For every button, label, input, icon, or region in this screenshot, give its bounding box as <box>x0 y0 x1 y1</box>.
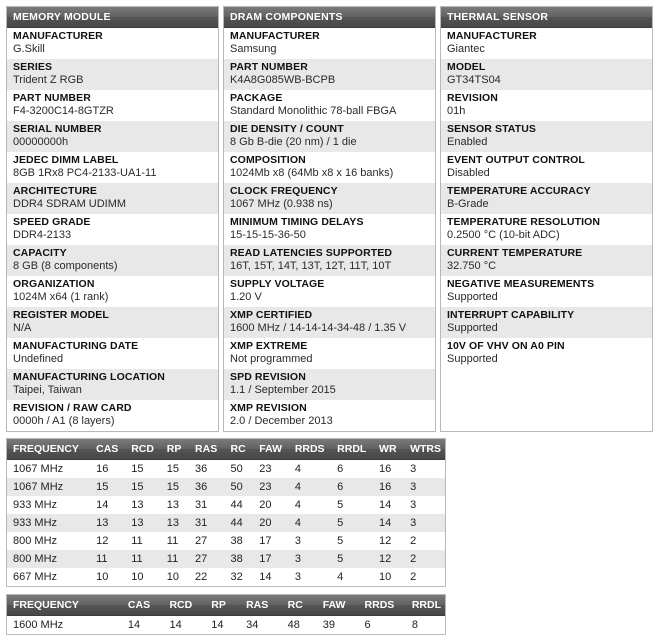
field-label: NEGATIVE MEASUREMENTS <box>447 278 595 290</box>
col-wtrs: WTRS <box>404 439 445 460</box>
field-label: SERIES <box>13 61 53 73</box>
cell-wr: 14 <box>379 499 392 511</box>
field-value: 1067 MHz (0.938 ns) <box>230 198 333 210</box>
col-rrds: RRDS <box>359 595 406 616</box>
field-label: XMP CERTIFIED <box>230 309 313 321</box>
field-label: JEDEC DIMM LABEL <box>13 154 119 166</box>
field-value: Supported <box>447 291 498 303</box>
col-cas: CAS <box>90 439 125 460</box>
field-row <box>7 400 218 431</box>
field-value: Taipei, Taiwan <box>13 384 82 396</box>
table-row <box>7 532 445 550</box>
cell-rrdl: 6 <box>337 463 344 475</box>
table-row <box>7 550 445 568</box>
field-label: MANUFACTURING DATE <box>13 340 139 352</box>
field-row <box>224 369 435 400</box>
cell-rcd: 13 <box>125 514 161 532</box>
panel-dram-components <box>223 6 436 432</box>
field-label: MINIMUM TIMING DELAYS <box>230 216 364 228</box>
field-label: COMPOSITION <box>230 154 306 166</box>
field-label: INTERRUPT CAPABILITY <box>447 309 575 321</box>
field-value: DDR4 SDRAM UDIMM <box>13 198 127 210</box>
field-row <box>7 183 218 214</box>
field-row <box>441 307 652 338</box>
cell-rp: 13 <box>161 514 189 532</box>
cell-frequency: 667 MHz <box>13 571 58 583</box>
field-row <box>224 152 435 183</box>
col-rp: RP <box>205 595 240 616</box>
field-value: 8 Gb B-die (20 nm) / 1 die <box>230 136 357 148</box>
cell-rp: 10 <box>166 571 180 583</box>
field-value: 01h <box>447 105 466 117</box>
cell-cas: 13 <box>90 514 125 532</box>
col-frequency: FREQUENCY <box>7 595 122 616</box>
cell-rc: 48 <box>287 619 300 631</box>
panel-body-thermal-sensor <box>441 28 652 369</box>
field-label: TEMPERATURE ACCURACY <box>447 185 591 197</box>
field-row <box>441 152 652 183</box>
field-row <box>224 245 435 276</box>
cell-ras: 34 <box>246 619 259 631</box>
col-frequency: FREQUENCY <box>7 439 90 460</box>
field-row <box>441 276 652 307</box>
panel-memory-module <box>6 6 219 432</box>
field-row <box>7 307 218 338</box>
cell-cas: 12 <box>96 535 109 547</box>
jedec-timings-table <box>6 438 446 587</box>
cell-wtrs: 2 <box>404 550 445 568</box>
field-value: Samsung <box>230 43 277 55</box>
cell-frequency: 933 MHz <box>13 499 58 511</box>
field-row <box>7 276 218 307</box>
col-rc: RC <box>282 595 317 616</box>
jedec-table <box>7 439 445 586</box>
field-value: Not programmed <box>230 353 313 365</box>
field-row <box>441 90 652 121</box>
cell-rrds: 6 <box>364 619 371 631</box>
table-row <box>7 616 445 635</box>
cell-rrds: 4 <box>289 478 331 496</box>
field-label: REGISTER MODEL <box>13 309 109 321</box>
cell-rrdl: 5 <box>337 499 344 511</box>
field-value: Supported <box>447 353 498 365</box>
field-row <box>7 245 218 276</box>
cell-ras: 27 <box>195 535 208 547</box>
xmp-table-body <box>7 616 445 635</box>
field-row <box>7 90 218 121</box>
cell-frequency: 1600 MHz <box>13 619 64 631</box>
field-label: SENSOR STATUS <box>447 123 537 135</box>
field-label: SUPPLY VOLTAGE <box>230 278 325 290</box>
jedec-table-body <box>7 460 445 587</box>
field-label: MANUFACTURER <box>230 30 320 42</box>
field-value: 8GB 1Rx8 PC4-2133-UA1-11 <box>13 167 157 179</box>
cell-wtrs: 3 <box>410 499 417 511</box>
field-value: 1600 MHz / 14-14-14-34-48 / 1.35 V <box>230 322 407 334</box>
cell-wtrs: 2 <box>410 571 417 583</box>
col-rp: RP <box>161 439 189 460</box>
jedec-table-head <box>7 439 445 460</box>
panel-title-memory-module: MEMORY MODULE <box>7 7 218 28</box>
field-value: Disabled <box>447 167 490 179</box>
field-row <box>441 214 652 245</box>
cell-cas: 10 <box>96 571 109 583</box>
field-label: PART NUMBER <box>230 61 308 73</box>
field-label: XMP EXTREME <box>230 340 308 352</box>
cell-wtrs: 2 <box>410 535 417 547</box>
cell-rrdl: 6 <box>331 478 373 496</box>
cell-ras: 36 <box>189 478 225 496</box>
panels-row <box>6 6 653 432</box>
cell-cas: 16 <box>96 463 109 475</box>
xmp-timings-table <box>6 594 446 635</box>
field-row <box>441 183 652 214</box>
cell-faw: 20 <box>259 499 272 511</box>
field-value: N/A <box>13 322 32 334</box>
xmp-table-head <box>7 595 445 616</box>
cell-rp: 13 <box>166 499 180 511</box>
cell-rp: 15 <box>166 463 180 475</box>
cell-cas: 14 <box>96 499 109 511</box>
cell-rc: 50 <box>225 478 254 496</box>
cell-faw: 14 <box>259 571 272 583</box>
field-label: ORGANIZATION <box>13 278 95 290</box>
panel-body-dram-components <box>224 28 435 431</box>
field-label: SPEED GRADE <box>13 216 91 228</box>
cell-faw: 20 <box>253 514 289 532</box>
col-ras: RAS <box>240 595 282 616</box>
xmp-table <box>7 595 445 634</box>
field-value: 0.2500 °C (10-bit ADC) <box>447 229 560 241</box>
cell-ras: 31 <box>195 499 208 511</box>
field-value: 16T, 15T, 14T, 13T, 12T, 11T, 10T <box>230 260 392 272</box>
table-header-row <box>7 439 445 460</box>
cell-ras: 27 <box>189 550 225 568</box>
field-value: DDR4-2133 <box>13 229 72 241</box>
col-cas: CAS <box>122 595 164 616</box>
field-row <box>7 28 218 59</box>
cell-faw: 17 <box>253 550 289 568</box>
cell-rrdl: 5 <box>331 550 373 568</box>
field-value: 1024M x64 (1 rank) <box>13 291 109 303</box>
field-value: G.Skill <box>13 43 45 55</box>
field-label: MANUFACTURING LOCATION <box>13 371 165 383</box>
field-label: CURRENT TEMPERATURE <box>447 247 583 259</box>
field-value: 0000h / A1 (8 layers) <box>13 415 115 427</box>
cell-rrds: 4 <box>294 499 301 511</box>
field-row <box>224 400 435 431</box>
cell-rcd: 10 <box>131 571 144 583</box>
field-row <box>7 59 218 90</box>
cell-rp: 15 <box>161 478 189 496</box>
cell-wr: 10 <box>379 571 392 583</box>
cell-rcd: 15 <box>125 478 161 496</box>
field-value: F4-3200C14-8GTZR <box>13 105 114 117</box>
field-value: B-Grade <box>447 198 489 210</box>
field-label: MANUFACTURER <box>13 30 103 42</box>
field-label: EVENT OUTPUT CONTROL <box>447 154 585 166</box>
table-row <box>7 568 445 586</box>
field-row <box>7 152 218 183</box>
field-row <box>224 121 435 152</box>
field-value: 2.0 / December 2013 <box>230 415 333 427</box>
table-row <box>7 514 445 532</box>
cell-faw: 23 <box>253 478 289 496</box>
cell-frequency: 800 MHz <box>7 550 90 568</box>
cell-rcd: 13 <box>131 499 144 511</box>
table-header-row <box>7 595 445 616</box>
cell-frequency: 800 MHz <box>13 535 58 547</box>
cell-rc: 44 <box>230 499 243 511</box>
cell-rrdl: 4 <box>337 571 344 583</box>
field-value: Supported <box>447 322 498 334</box>
cell-rcd: 15 <box>131 463 144 475</box>
cell-ras: 31 <box>189 514 225 532</box>
cell-rc: 44 <box>225 514 254 532</box>
cell-rc: 38 <box>230 535 243 547</box>
cell-wr: 12 <box>379 535 392 547</box>
col-wr: WR <box>373 439 404 460</box>
cell-rc: 32 <box>230 571 243 583</box>
cell-wtrs: 3 <box>404 514 445 532</box>
cell-rrds: 3 <box>294 571 301 583</box>
field-row <box>224 338 435 369</box>
field-label: CLOCK FREQUENCY <box>230 185 338 197</box>
field-label: CAPACITY <box>13 247 67 259</box>
col-rrdl: RRDL <box>331 439 373 460</box>
cell-frequency: 1067 MHz <box>7 478 90 496</box>
field-value: 15-15-15-36-50 <box>230 229 306 241</box>
field-value: 8 GB (8 components) <box>13 260 118 272</box>
field-label: DIE DENSITY / COUNT <box>230 123 344 135</box>
field-label: MODEL <box>447 61 486 73</box>
cell-rp: 14 <box>211 619 224 631</box>
col-faw: FAW <box>253 439 289 460</box>
field-value: 1024Mb x8 (64Mb x8 x 16 banks) <box>230 167 394 179</box>
field-row <box>224 90 435 121</box>
cell-rrds: 3 <box>289 550 331 568</box>
field-row <box>224 59 435 90</box>
field-row <box>7 214 218 245</box>
panel-title-thermal-sensor: THERMAL SENSOR <box>441 7 652 28</box>
field-label: REVISION <box>447 92 498 104</box>
cell-cas: 11 <box>90 550 125 568</box>
cell-faw: 23 <box>259 463 272 475</box>
field-row <box>7 369 218 400</box>
field-label: 10V OF VHV ON A0 PIN <box>447 340 565 352</box>
cell-rc: 38 <box>225 550 254 568</box>
field-label: ARCHITECTURE <box>13 185 98 197</box>
field-label: PART NUMBER <box>13 92 91 104</box>
table-row <box>7 460 445 479</box>
cell-rcd: 14 <box>169 619 182 631</box>
field-value: Giantec <box>447 43 485 55</box>
cell-frequency: 1067 MHz <box>13 463 64 475</box>
col-ras: RAS <box>189 439 225 460</box>
col-rc: RC <box>225 439 254 460</box>
cell-cas: 14 <box>127 619 141 631</box>
field-value: Standard Monolithic 78-ball FBGA <box>230 105 397 117</box>
cell-wr: 12 <box>373 550 404 568</box>
field-label: PACKAGE <box>230 92 283 104</box>
col-rrds: RRDS <box>289 439 331 460</box>
cell-frequency: 933 MHz <box>7 514 90 532</box>
cell-faw: 17 <box>259 535 272 547</box>
field-row <box>441 28 652 59</box>
field-value: 1.20 V <box>230 291 262 303</box>
field-row <box>224 183 435 214</box>
cell-wtrs: 3 <box>410 463 417 475</box>
field-value: 32.750 °C <box>447 260 497 272</box>
field-value: Trident Z RGB <box>13 74 84 86</box>
table-row <box>7 478 445 496</box>
col-rcd: RCD <box>125 439 161 460</box>
cell-faw: 39 <box>322 619 335 631</box>
field-value: Enabled <box>447 136 488 148</box>
col-rcd: RCD <box>163 595 205 616</box>
field-row <box>441 59 652 90</box>
field-value: 1.1 / September 2015 <box>230 384 336 396</box>
cell-rrdl: 5 <box>337 535 344 547</box>
field-row <box>441 338 652 369</box>
field-label: MANUFACTURER <box>447 30 537 42</box>
panel-thermal-sensor <box>440 6 653 432</box>
field-row <box>7 121 218 152</box>
field-label: REVISION / RAW CARD <box>13 402 132 414</box>
cell-wr: 16 <box>379 463 392 475</box>
col-faw: FAW <box>317 595 359 616</box>
field-label: READ LATENCIES SUPPORTED <box>230 247 393 259</box>
field-label: SPD REVISION <box>230 371 306 383</box>
cell-wr: 16 <box>373 478 404 496</box>
cell-rcd: 11 <box>131 535 143 547</box>
field-row <box>7 338 218 369</box>
cell-wtrs: 3 <box>404 478 445 496</box>
field-value: 00000000h <box>13 136 69 148</box>
panel-title-dram-components: DRAM COMPONENTS <box>224 7 435 28</box>
table-row <box>7 496 445 514</box>
field-label: SERIAL NUMBER <box>13 123 102 135</box>
cell-rrdl: 5 <box>331 514 373 532</box>
field-row <box>224 307 435 338</box>
panel-body-memory-module <box>7 28 218 431</box>
cell-cas: 15 <box>90 478 125 496</box>
field-value: K4A8G085WB-BCPB <box>230 74 336 86</box>
field-row <box>224 28 435 59</box>
field-row <box>441 245 652 276</box>
cell-rrdl: 8 <box>411 619 418 631</box>
cell-ras: 36 <box>195 463 208 475</box>
cell-rp: 11 <box>166 535 179 547</box>
cell-rrds: 3 <box>294 535 301 547</box>
cell-ras: 22 <box>195 571 208 583</box>
cell-rrds: 4 <box>289 514 331 532</box>
cell-wr: 14 <box>373 514 404 532</box>
field-row <box>224 214 435 245</box>
cell-rcd: 11 <box>125 550 161 568</box>
col-rrdl: RRDL <box>406 595 445 616</box>
field-row <box>441 121 652 152</box>
field-label: TEMPERATURE RESOLUTION <box>447 216 601 228</box>
field-label: XMP REVISION <box>230 402 307 414</box>
field-value: Undefined <box>13 353 64 365</box>
cell-rp: 11 <box>161 550 189 568</box>
cell-rrds: 4 <box>294 463 301 475</box>
field-row <box>224 276 435 307</box>
cell-rc: 50 <box>230 463 243 475</box>
field-value: GT34TS04 <box>447 74 501 86</box>
